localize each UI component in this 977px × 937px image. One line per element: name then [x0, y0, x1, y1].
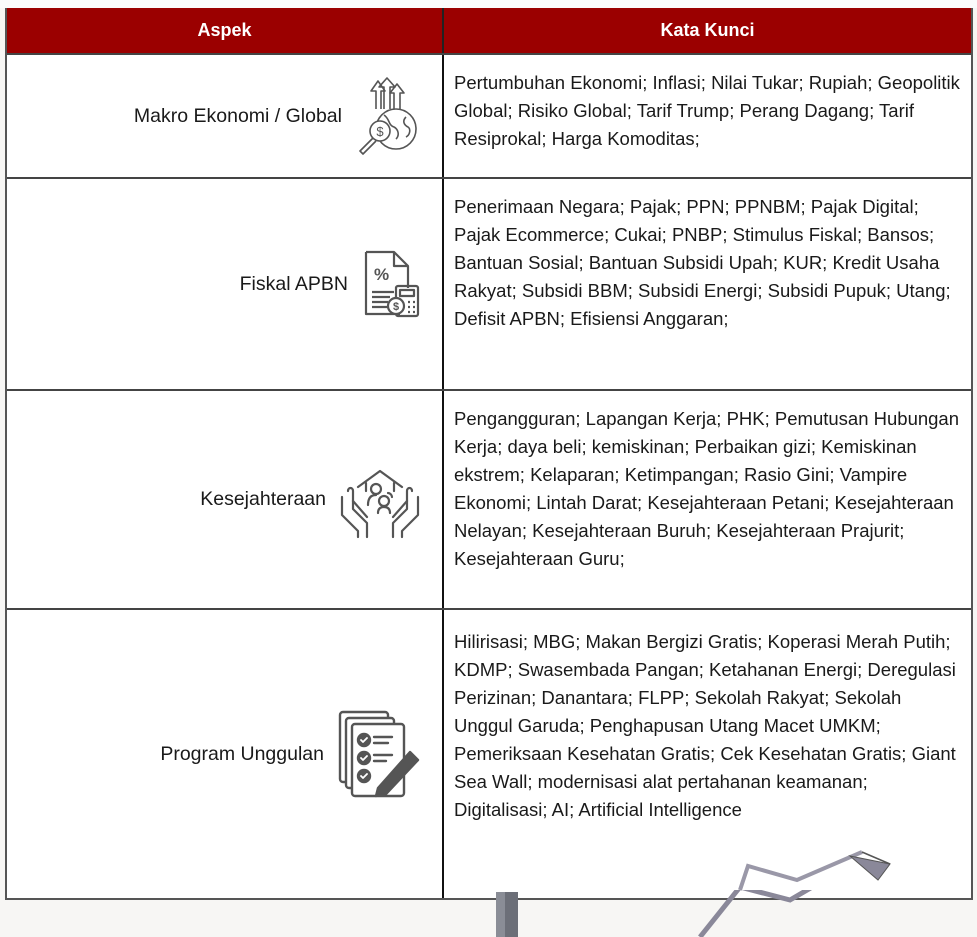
keywords-cell: Hilirisasi; MBG; Makan Bergizi Gratis; Koperasi Merah Putih; KDMP; Swasembada Pangan; Ketahanan Energi; Deregulasi Perizinan; Danantara; FLPP; Sekolah Rakyat; Sekolah Unggul Garuda; Penghapusan Utang Macet UMKM; Pemeriksaan Kesehatan Gratis; Cek Kesehatan Gratis; Giant Sea Wall; modernisasi alat pertahanan keamanan; Digitalisasi; AI; Artificial Intelligence: [454, 631, 956, 820]
aspect-label: Kesejahteraan: [200, 488, 326, 510]
decorative-background-graphic: [0, 890, 977, 937]
table-row: [7, 389, 971, 608]
svg-text:$: $: [376, 124, 384, 139]
table-header: [7, 8, 971, 53]
svg-text:%: %: [374, 265, 390, 284]
decorative-trend-arrow: [700, 890, 850, 937]
aspect-label: Fiskal APBN: [239, 272, 348, 295]
table-row: [7, 53, 971, 177]
keywords-cell: Penerimaan Negara; Pajak; PPN; PPNBM; Pajak Digital; Pajak Ecommerce; Cukai; PNBP; Stimulus Fiskal; Bansos; Bantuan Sosial; Bantuan Subsidi Upah; KUR; Kredit Usaha Rakyat; Subsidi BBM; Subsidi Energi; Subsidi Pupuk; Utang; Defisit APBN; Efisiensi Anggaran;: [454, 196, 951, 329]
globe-growth-magnifier-icon: [354, 77, 422, 155]
keywords-cell: Pertumbuhan Ekonomi; Inflasi; Nilai Tukar; Rupiah; Geopolitik Global; Risiko Global; Tarif Trump; Perang Dagang; Tarif Resiprokal; Harga Komoditas;: [454, 72, 960, 149]
header-aspect: Aspek: [7, 8, 444, 53]
aspect-label: Program Unggulan: [160, 742, 324, 765]
table-row: [7, 177, 971, 389]
keyword-table: [5, 8, 973, 900]
hands-family-house-icon: [338, 461, 422, 539]
svg-text:$: $: [392, 301, 400, 313]
page-top-background: [0, 0, 977, 8]
header-keywords: Kata Kunci: [660, 20, 755, 40]
checklist-pencil-icon: [336, 708, 422, 800]
aspect-cell: [7, 179, 444, 389]
aspect-cell: [7, 391, 444, 608]
tax-document-calculator-icon: [360, 248, 422, 320]
table-row: [7, 608, 971, 898]
keywords-cell: Pengangguran; Lapangan Kerja; PHK; Pemutusan Hubungan Kerja; daya beli; kemiskinan; Perbaikan gizi; Kemiskinan ekstrem; Kelaparan; Ketimpangan; Rasio Gini; Vampire Ekonomi; Lintah Darat; Kesejahteraan Petani; Kesejahteraan Nelayan; Kesejahteraan Buruh; Kesejahteraan Prajurit; Kesejahteraan Guru;: [454, 408, 960, 569]
aspect-label: Makro Ekonomi / Global: [133, 104, 342, 127]
aspect-cell: [7, 610, 444, 898]
aspect-cell: [7, 55, 444, 177]
